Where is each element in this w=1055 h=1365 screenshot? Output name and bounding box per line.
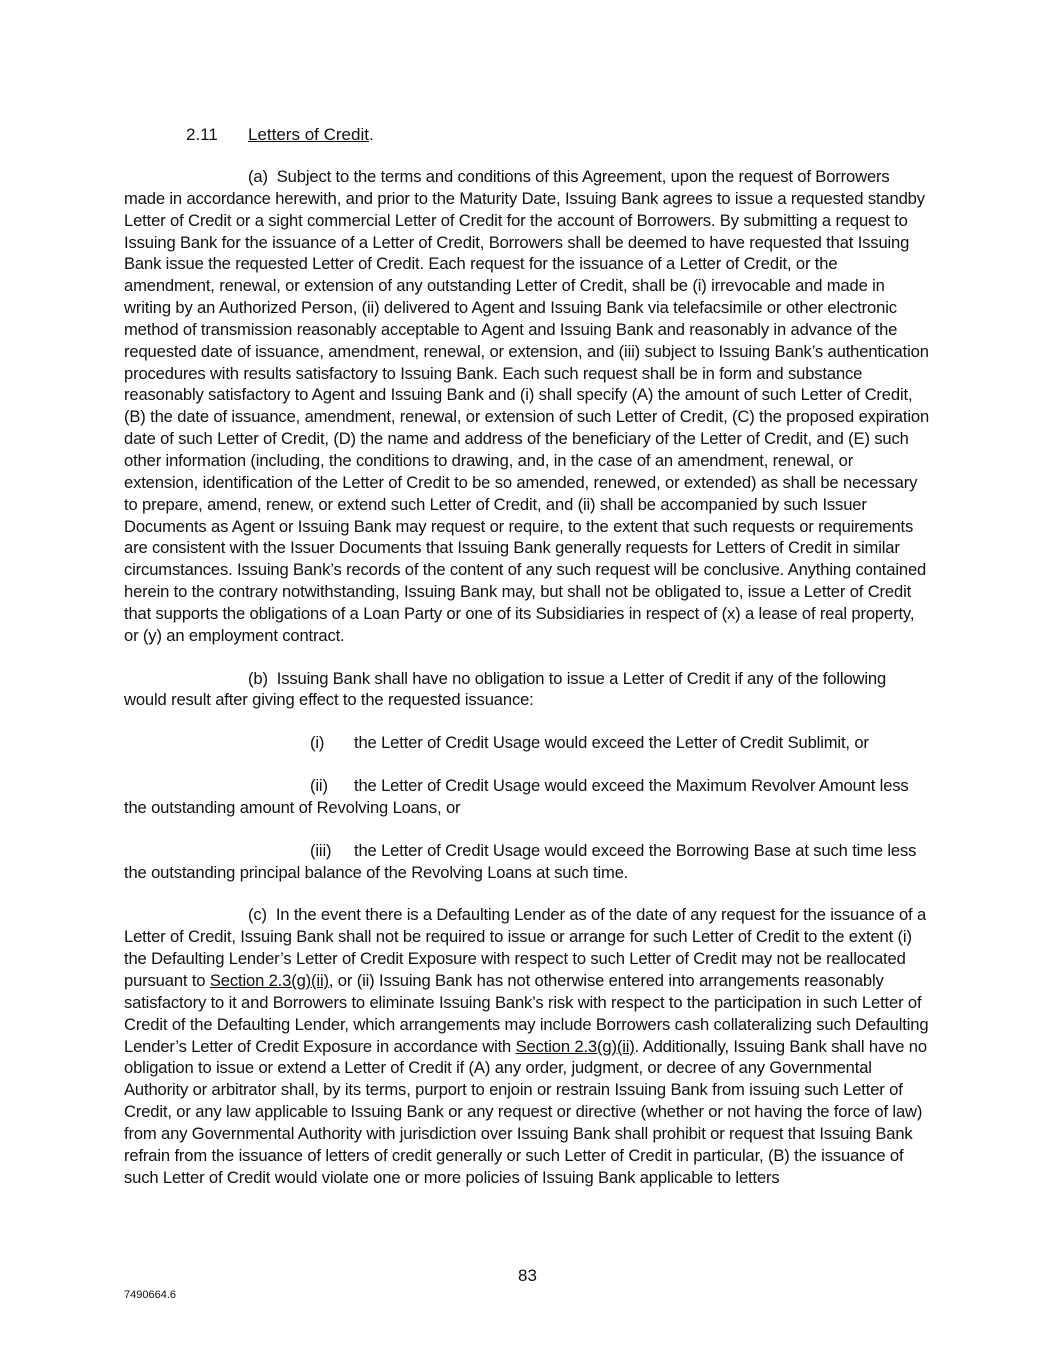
sub-item-ii-text: the Letter of Credit Usage would exceed the Maximum Revolver Amount less the outstanding amount of Revolving Loans, or <box>124 776 909 817</box>
sub-item-iii-marker: (iii) <box>310 840 332 860</box>
paragraph-c-text-3: . Additionally, Issuing Bank shall have no obligation to issue or extend a Letter of Credit if (A) any order, judgment, or decree of any Governmental Authority or arbitrator shall, by its terms, purport to enjoin or restrain Issuing Bank from issuing such Letter of Credit, or any law applicable to Issuing Bank or any request or directive (whether or not having the force of law) from any Governmental Authority with jurisdiction over Issuing Bank shall prohibit or request that Issuing Bank refrain from the issuance of letters of credit generally or such Letter of Credit in particular, (B) the issuance of such Letter of Credit would violate one or more policies of Issuing Bank applicable to letters <box>124 1036 927 1187</box>
sub-item-i-marker: (i) <box>310 733 325 753</box>
paragraph-b-marker: (b) <box>248 668 268 688</box>
section-reference-1: Section 2.3(g)(ii) <box>209 971 329 990</box>
paragraph-b <box>124 668 930 712</box>
paragraph-c-text-1: In the event there is a Defaulting Lender as of the date of any request for the issuance of a Letter of Credit, Issuing Bank shall not be required to issue or arrange for such Letter of Credit to the extent (i) the Defaulting Lender’s Letter of Credit Exposure with respect to such Letter of Credit may not be reallocated pursuant to <box>124 905 927 990</box>
section-title-period: . <box>368 125 374 144</box>
document-id: 7490664.6 <box>124 1289 176 1301</box>
paragraph-b-text: Issuing Bank shall have no obligation to issue a Letter of Credit if any of the following would result after giving effect to the requested issuance: <box>124 668 887 710</box>
sub-item-ii-marker: (ii) <box>310 776 328 796</box>
paragraph-a <box>124 166 930 647</box>
sub-item-iii <box>124 840 930 884</box>
section-title: Letters of Credit <box>248 125 369 144</box>
section-heading <box>186 125 374 145</box>
sub-item-i <box>124 732 930 754</box>
sub-item-ii <box>124 775 930 819</box>
paragraph-a-text: Subject to the terms and conditions of this Agreement, upon the request of Borrowers made in accordance herewith, and prior to the Maturity Date, Issuing Bank agrees to issue a requested standby Letter of Credit or a sight commercial Letter of Credit for the account of Borrowers. By submitting a request to Issuing Bank for the issuance of a Letter of Credit, Borrowers shall be deemed to have requested that Issuing Bank issue the requested Letter of Credit. Each request for the issuance of a Letter of Credit, or the amendment, renewal, or extension of any outstanding Letter of Credit, shall be (i) irrevocable and made in writing by an Authorized Person, (ii) delivered to Agent and Issuing Bank via telefacsimile or other electronic method of transmission reasonably acceptable to Agent and Issuing Bank and reasonably in advance of the requested date of issuance, amendment, renewal, or extension, and (iii) subject to Issuing Bank’s authentication procedures with results satisfactory to Issuing Bank. Each such request shall be in form and substance reasonably satisfactory to Agent and Issuing Bank and (i) shall specify (A) the amount of such Letter of Credit, (B) the date of issuance, amendment, renewal, or extension of such Letter of Credit, (C) the proposed expiration date of such Letter of Credit, (D) the name and address of the beneficiary of the Letter of Credit, and (E) such other information (including, the conditions to drawing, and, in the case of an amendment, renewal, or extension, identification of the Letter of Credit to be so amended, renewed, or extended) as shall be necessary to prepare, amend, renew, or extend such Letter of Credit, and (ii) shall be accompanied by such Issuer Documents as Agent or Issuing Bank may request or require, to the extent that such requests or requirements are consistent with the Issuer Documents that Issuing Bank generally requests for Letters of Credit in similar circumstances. Issuing Bank’s records of the content of any such request will be conclusive. Anything contained herein to the contrary notwithstanding, Issuing Bank may, but shall not be obligated to, issue a Letter of Credit that supports the obligations of a Loan Party or one of its Subsidiaries in respect of (x) a lease of real property, or (y) an employment contract. <box>124 167 930 645</box>
paragraph-c <box>124 904 930 1188</box>
section-reference-2: Section 2.3(g)(ii) <box>515 1036 635 1056</box>
paragraph-c-marker: (c) <box>248 905 267 925</box>
page-number: 83 <box>518 1266 537 1285</box>
sub-item-iii-text: the Letter of Credit Usage would exceed the Borrowing Base at such time less the outstanding principal balance of the Revolving Loans at such time. <box>124 840 917 882</box>
paragraph-c-text-2: , or (ii) Issuing Bank has not otherwise entered into arrangements reasonably satisfactory to it and Borrowers to eliminate Issuing Bank’s risk with respect to the participation in such Letter of Credit of the Defaulting Lender, which arrangements may include Borrowers cash collateralizing such Defaulting Lender’s Letter of Credit Exposure in accordance with <box>124 971 929 1056</box>
section-number: 2.11 <box>186 125 218 144</box>
section-body <box>124 166 930 1188</box>
sub-item-i-text: the Letter of Credit Usage would exceed the Letter of Credit Sublimit, or <box>354 733 869 753</box>
paragraph-a-marker: (a) <box>248 167 268 186</box>
